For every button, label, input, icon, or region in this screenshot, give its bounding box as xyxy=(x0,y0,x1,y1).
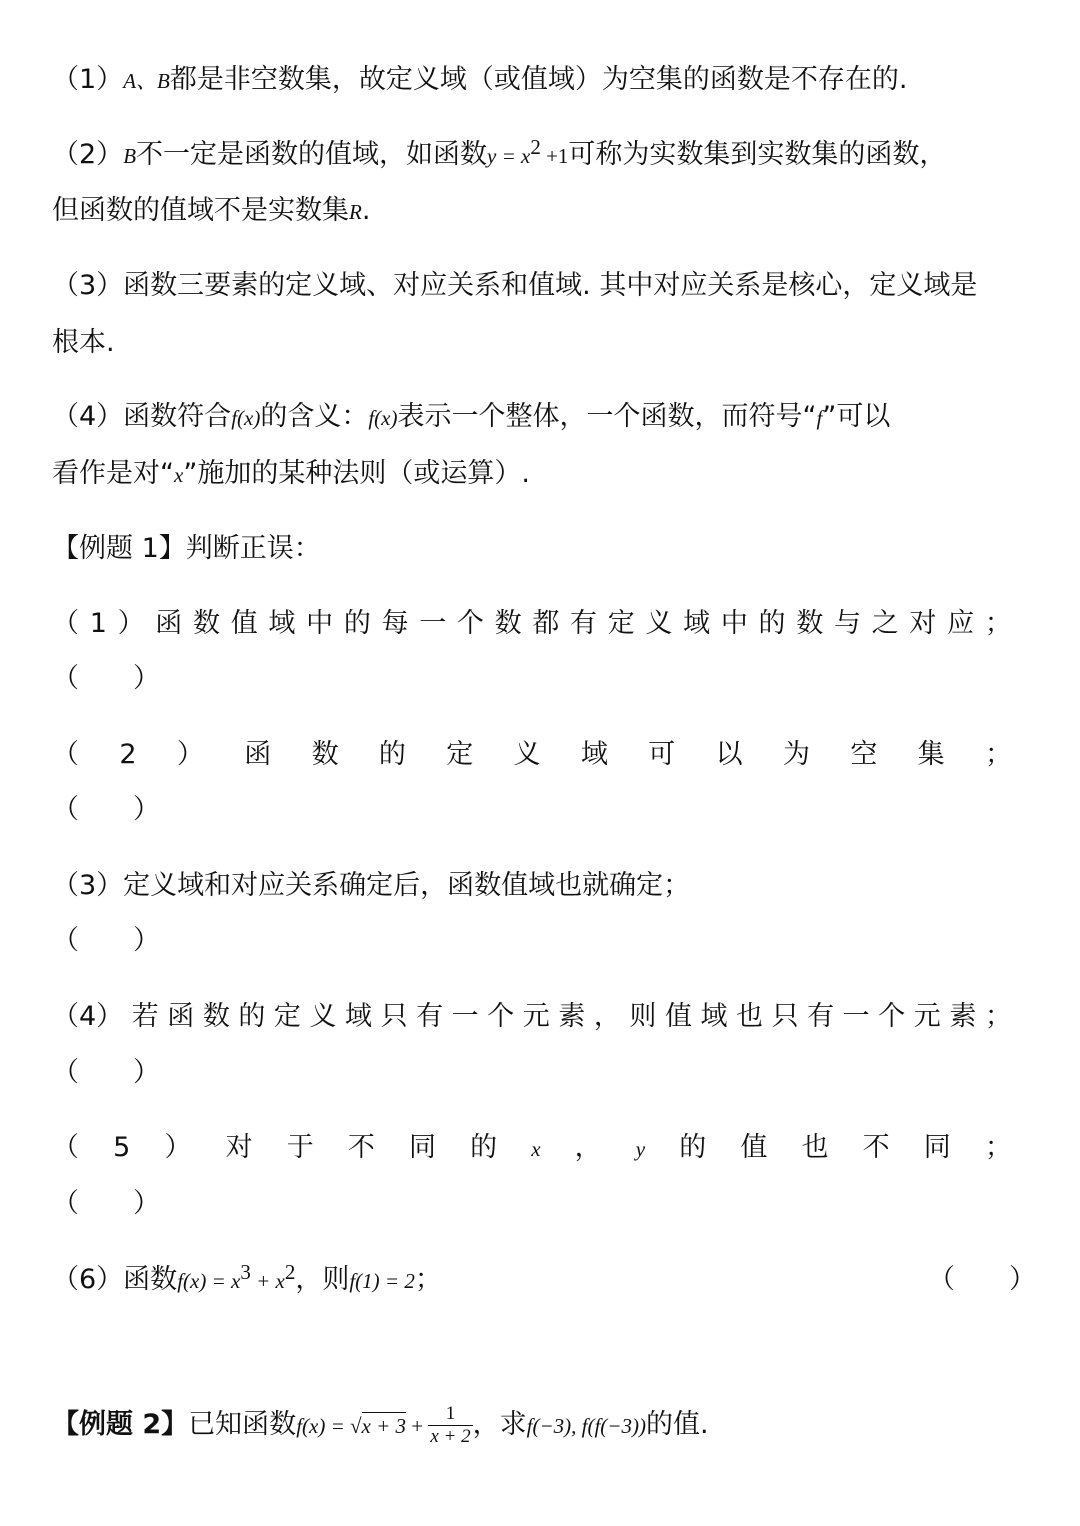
paragraph-text: 的含义： xyxy=(260,401,369,432)
paragraph-text: 可称为实数集到实数集的函数， xyxy=(568,139,947,170)
item-char: 定 xyxy=(607,608,635,639)
item-char: 的 xyxy=(758,608,786,639)
item-char: 于 xyxy=(286,1132,314,1163)
fraction-denominator: x + 2 xyxy=(430,1426,471,1447)
example-1-item-6 xyxy=(52,1262,442,1299)
item-number: （1） xyxy=(52,64,124,95)
item-char: 为 xyxy=(782,739,810,770)
item-char: 也 xyxy=(801,1132,829,1163)
item-char: 个 xyxy=(456,608,484,639)
example-1-item-3: （3）定义域和对应关系确定后，函数值域也就确定； xyxy=(52,870,691,901)
item-char: 定 xyxy=(273,1001,301,1032)
punct: ； xyxy=(414,1264,442,1295)
item-char: 值 xyxy=(664,1001,692,1032)
item-char: 同 xyxy=(408,1132,436,1163)
example-1-item-5 xyxy=(52,1130,1012,1167)
math-fx: f(x) xyxy=(231,406,261,430)
item-char: ， xyxy=(593,1001,621,1032)
item-char: 不 xyxy=(862,1132,890,1163)
item-char: （4） xyxy=(52,1001,124,1032)
answer-blank[interactable]: （ ） xyxy=(52,1057,160,1088)
item-char: 不 xyxy=(347,1132,375,1163)
math-tail: +1 xyxy=(540,144,569,168)
item-char: ） xyxy=(176,739,204,770)
paragraph-2-line-2 xyxy=(52,193,370,230)
paragraph-text: 但函数的值域不是实数集 xyxy=(52,195,349,226)
math-plus: + xyxy=(406,1414,429,1438)
item-char: 若 xyxy=(131,1001,159,1032)
math-fraction xyxy=(428,1403,472,1448)
paragraph-text: ，求 xyxy=(472,1409,527,1440)
item-char: 5 xyxy=(113,1132,131,1163)
math-x: x xyxy=(174,463,184,487)
item-char: 一 xyxy=(451,1001,479,1032)
item-char: 也 xyxy=(736,1001,764,1032)
paragraph-1 xyxy=(52,62,907,99)
item-char: 个 xyxy=(878,1001,906,1032)
item-char: 空 xyxy=(850,739,878,770)
item-char: 集 xyxy=(917,739,945,770)
paragraph-text: ”施加的某种法则（或运算）. xyxy=(183,458,530,489)
item-number: （2） xyxy=(52,139,124,170)
item-char: 每 xyxy=(381,608,409,639)
item-char: ； xyxy=(985,739,1012,770)
item-char: 数 xyxy=(193,608,220,639)
item-char: 1 xyxy=(89,608,107,639)
item-char: 义 xyxy=(513,739,541,770)
item-char: 有 xyxy=(416,1001,444,1032)
item-char: 域 xyxy=(580,739,608,770)
math-fx: f(x) = x xyxy=(177,1269,241,1293)
example-1-item-1 xyxy=(52,606,1012,642)
answer-blank[interactable]: （ ） xyxy=(928,1264,1036,1295)
item-char: 只 xyxy=(771,1001,799,1032)
item-char: 数 xyxy=(311,739,339,770)
answer-blank[interactable]: （ ） xyxy=(52,925,160,956)
paragraph-text: ”可以 xyxy=(822,401,891,432)
item-char: （ xyxy=(52,739,79,770)
math-exponent: 2 xyxy=(530,135,541,159)
paragraph-text: 表示一个整体，一个函数，而符号“ xyxy=(397,401,817,432)
paragraph-4-line-1 xyxy=(52,399,890,436)
item-char: 函 xyxy=(244,739,272,770)
item-char: 中 xyxy=(720,608,748,639)
item-char: 义 xyxy=(645,608,673,639)
item-char: 定 xyxy=(446,739,474,770)
item-char: ） xyxy=(164,1132,192,1163)
punct: . xyxy=(361,195,371,226)
paragraph-text: 的值. xyxy=(645,1409,709,1440)
math-exponent: 2 xyxy=(284,1260,296,1284)
item-char: （ xyxy=(52,1132,79,1163)
item-char: 数 xyxy=(796,608,824,639)
item-char: 以 xyxy=(715,739,743,770)
item-char: 只 xyxy=(380,1001,408,1032)
item-char: 域 xyxy=(268,608,296,639)
item-char: 有 xyxy=(807,1001,835,1032)
fraction-numerator: 1 xyxy=(428,1403,472,1426)
item-char: （ xyxy=(52,608,79,639)
item-char: ； xyxy=(984,1132,1012,1163)
item-char: ； xyxy=(984,1001,1012,1032)
item-char: 的 xyxy=(238,1001,266,1032)
item-char: x xyxy=(531,1137,541,1161)
math-f: f xyxy=(816,406,823,430)
item-char: 元 xyxy=(913,1001,941,1032)
math-exponent: 3 xyxy=(240,1260,251,1284)
item-char: 则 xyxy=(629,1001,657,1032)
item-char: 可 xyxy=(648,739,676,770)
math-values: f(−3), f(f(−3)) xyxy=(526,1414,646,1438)
item-char: 中 xyxy=(306,608,334,639)
math-f1: f(1) = 2 xyxy=(349,1269,415,1293)
math-radicand: x + 3 xyxy=(361,1414,407,1438)
example-2 xyxy=(52,1402,709,1449)
paragraph-text: 都是非空数集，故定义域（或值域）为空集的函数是不存在的. xyxy=(169,64,908,95)
item-char: 函 xyxy=(155,608,183,639)
item-char: 值 xyxy=(230,608,258,639)
item-char: 域 xyxy=(683,608,711,639)
paragraph-text: （4）函数符合 xyxy=(52,401,232,432)
example-1-item-4 xyxy=(52,999,1012,1035)
item-char: 数 xyxy=(202,1001,230,1032)
item-char: 的 xyxy=(343,608,371,639)
item-char: 一 xyxy=(419,608,447,639)
item-char: 义 xyxy=(309,1001,337,1032)
item-char: 元 xyxy=(522,1001,550,1032)
paragraph-3-line-2: 根本. xyxy=(52,327,115,358)
paragraph-text: 已知函数 xyxy=(188,1409,297,1440)
item-char: ） xyxy=(117,608,145,639)
item-char: 的 xyxy=(679,1132,707,1163)
answer-blank[interactable]: （ ） xyxy=(52,1188,160,1219)
item-char: 有 xyxy=(570,608,598,639)
paragraph-text: （6）函数 xyxy=(52,1264,178,1295)
item-char: 2 xyxy=(119,739,137,770)
example-1-item-2 xyxy=(52,737,1012,773)
math-b: B xyxy=(123,144,137,168)
math-function: y = x xyxy=(487,144,531,168)
item-char: 素 xyxy=(558,1001,586,1032)
answer-blank[interactable]: （ ） xyxy=(52,794,160,825)
item-char: 对 xyxy=(909,608,937,639)
paragraph-text: ，则 xyxy=(295,1264,350,1295)
item-char: 对 xyxy=(225,1132,253,1163)
paragraph-text: 看作是对“ xyxy=(52,458,174,489)
item-char: 都 xyxy=(532,608,560,639)
sqrt-symbol: √ xyxy=(350,1414,362,1438)
paragraph-text: 不一定是函数的值域，如函数 xyxy=(136,139,488,170)
item-char: 的 xyxy=(470,1132,498,1163)
item-char: 域 xyxy=(345,1001,373,1032)
item-char: y xyxy=(635,1137,646,1161)
math-plus: + x xyxy=(250,1269,285,1293)
item-char: 应 xyxy=(947,608,975,639)
math-fx: f(x) xyxy=(368,406,398,430)
example-2-title: 【例题 2】 xyxy=(52,1409,189,1440)
paragraph-2-line-1 xyxy=(52,137,946,174)
item-char: 一 xyxy=(842,1001,870,1032)
item-char: 函 xyxy=(167,1001,195,1032)
item-char: ， xyxy=(574,1132,602,1163)
math-r: R xyxy=(349,200,362,224)
item-char: 域 xyxy=(700,1001,728,1032)
math-fx: f(x) = xyxy=(296,1414,350,1438)
example-1-title: 【例题 1】判断正误： xyxy=(52,533,321,564)
item-char: 值 xyxy=(740,1132,768,1163)
item-char: 个 xyxy=(487,1001,515,1032)
paragraph-3-line-1: （3）函数三要素的定义域、对应关系和值域. 其中对应关系是核心，定义域是 xyxy=(52,270,978,301)
item-char: ； xyxy=(984,608,1012,639)
item-char: 同 xyxy=(923,1132,951,1163)
item-char: 素 xyxy=(949,1001,977,1032)
item-char: 与 xyxy=(833,608,861,639)
item-char: 数 xyxy=(494,608,522,639)
math-sets: A、B xyxy=(123,69,170,93)
item-char: 之 xyxy=(871,608,899,639)
answer-blank[interactable]: （ ） xyxy=(52,663,160,694)
item-char: 的 xyxy=(378,739,406,770)
paragraph-4-line-2 xyxy=(52,456,530,493)
